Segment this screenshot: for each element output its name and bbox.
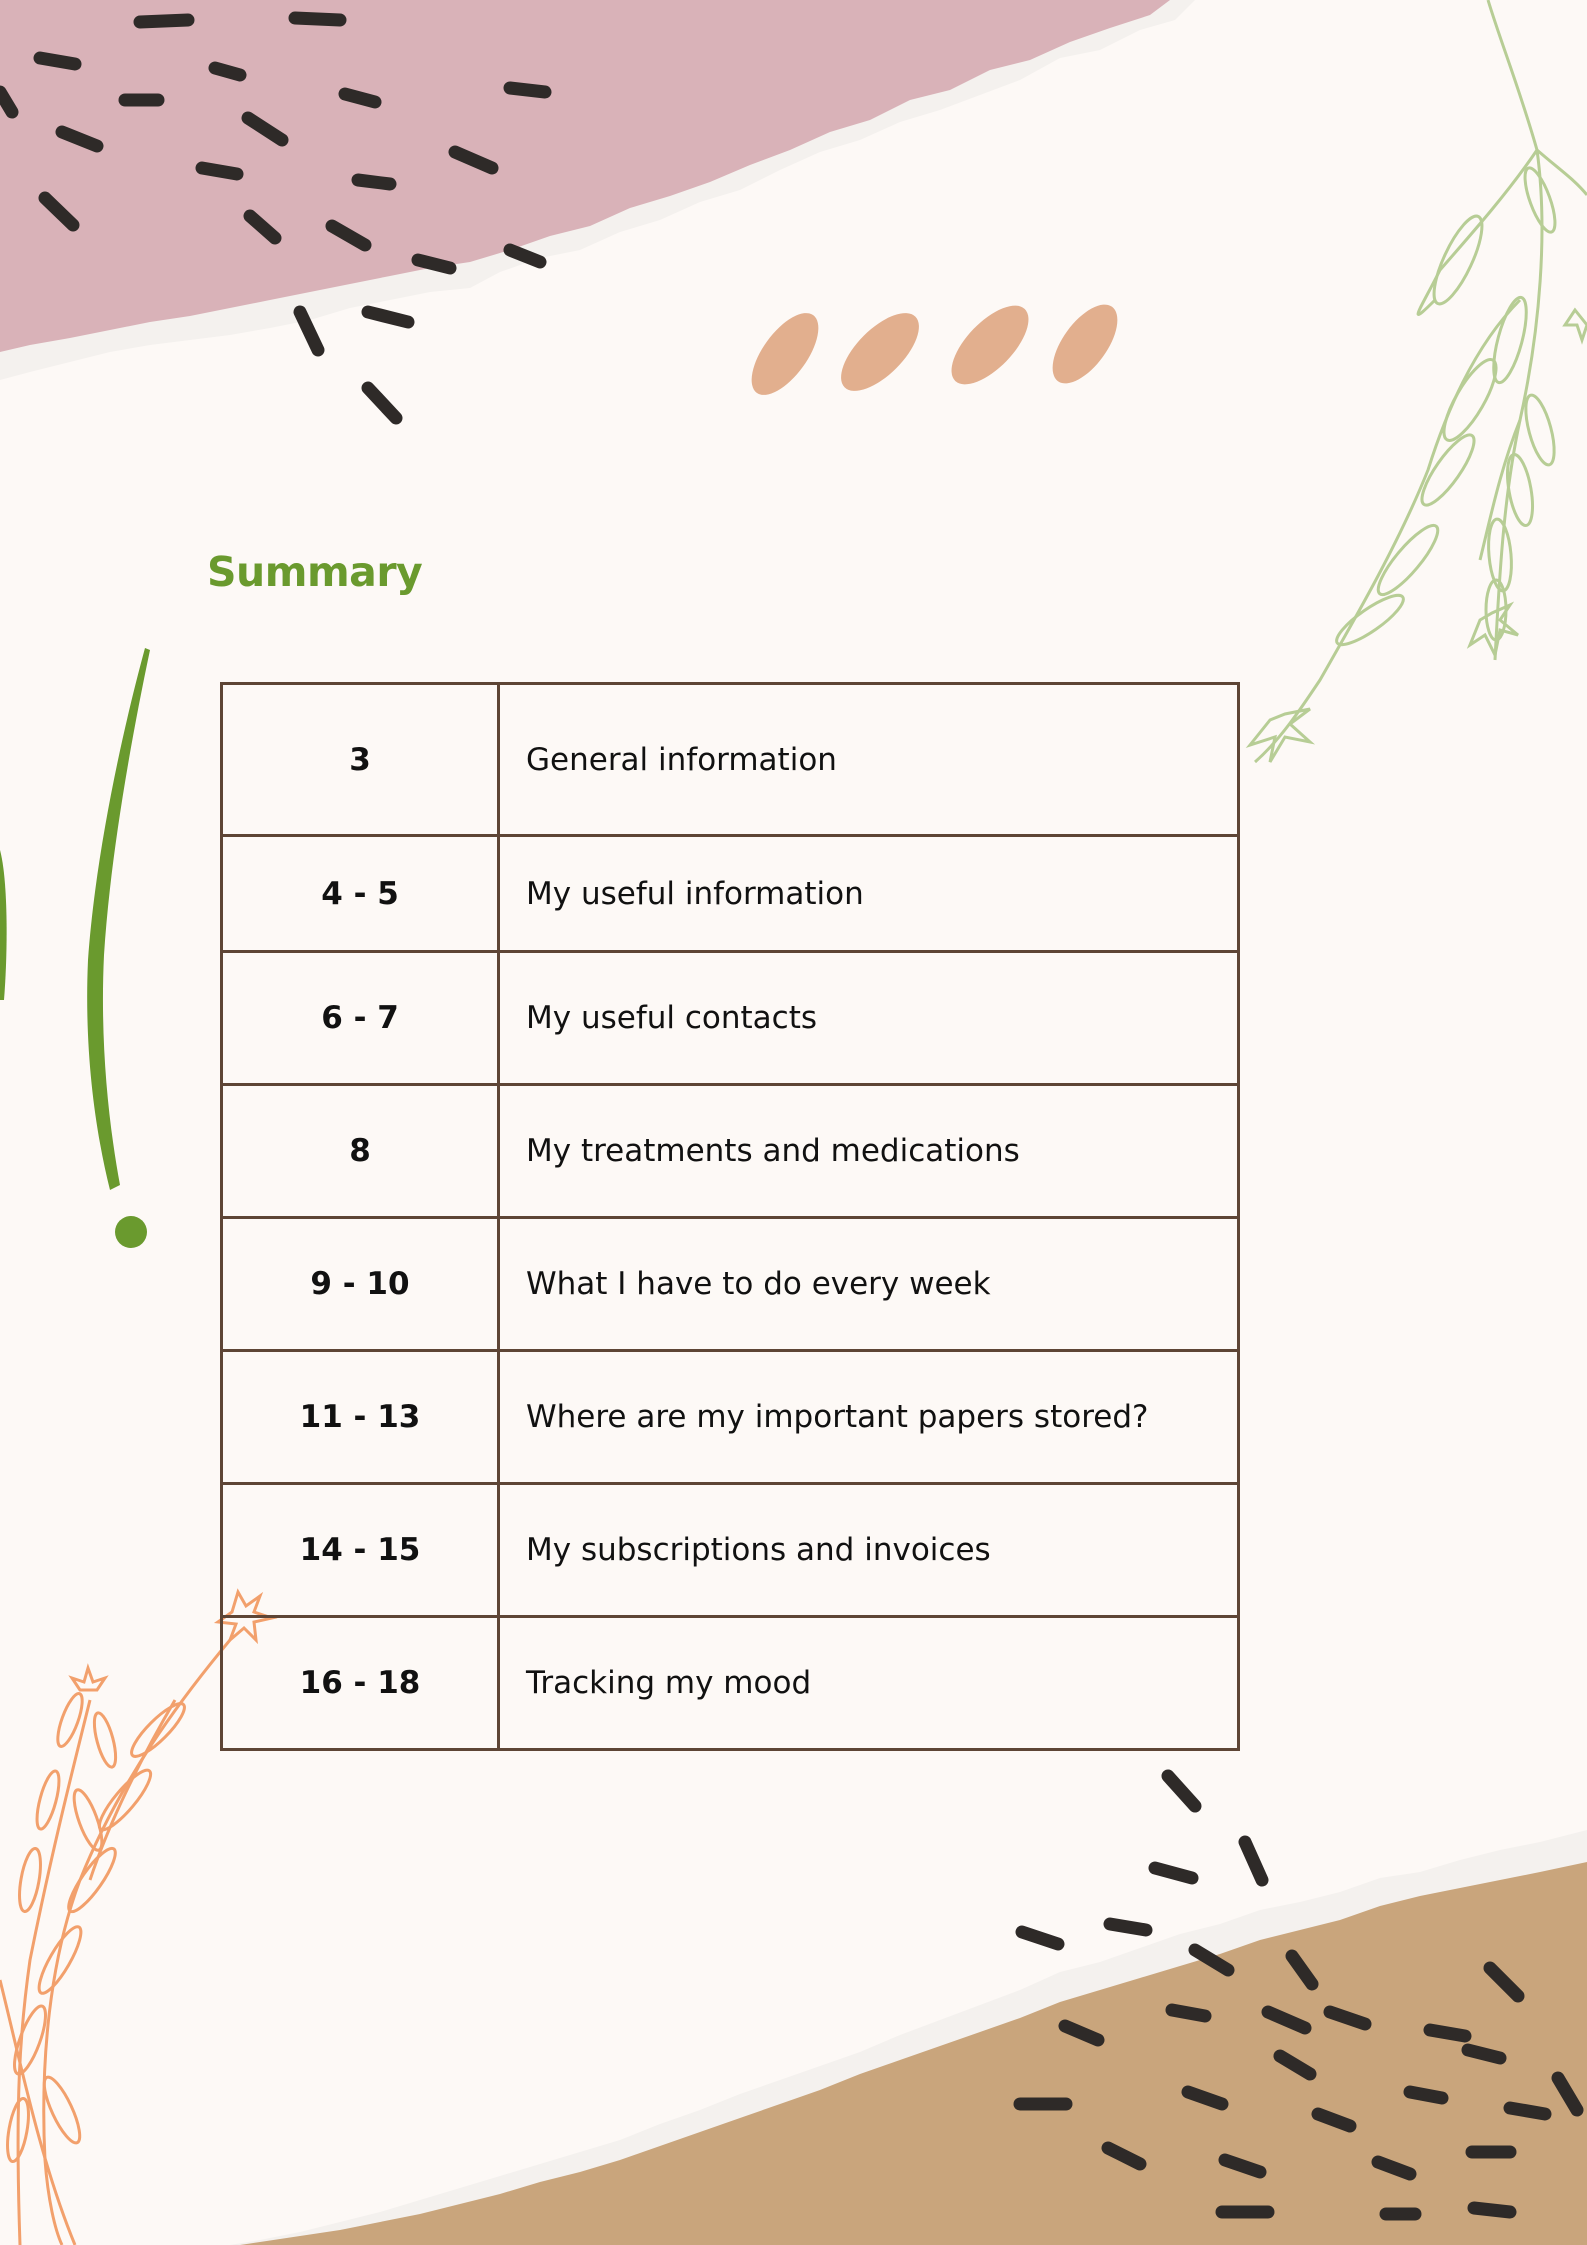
table-row [222, 1617, 1239, 1750]
hanging-olive-branch [1250, 0, 1587, 762]
table-row [222, 1351, 1239, 1484]
table-row [222, 952, 1239, 1085]
page-range: 16 - 18 [222, 1617, 499, 1750]
section-title: My treatments and medications [499, 1085, 1239, 1218]
section-title: My subscriptions and invoices [499, 1484, 1239, 1617]
section-title: General information [499, 684, 1239, 836]
peach-brush-strokes [739, 293, 1130, 406]
page-range: 9 - 10 [222, 1218, 499, 1351]
table-row [222, 1218, 1239, 1351]
table-row [222, 684, 1239, 836]
section-title: My useful information [499, 836, 1239, 952]
page-range: 6 - 7 [222, 952, 499, 1085]
table-row [222, 1085, 1239, 1218]
page-range: 3 [222, 684, 499, 836]
summary-table [220, 682, 1240, 1751]
table-row [222, 1484, 1239, 1617]
section-title: What I have to do every week [499, 1218, 1239, 1351]
green-exclamation-stroke [0, 648, 150, 1248]
summary-title: Summary [207, 548, 423, 596]
section-title: Where are my important papers stored? [499, 1351, 1239, 1484]
torn-kraft-paper [230, 1830, 1587, 2245]
table-row [222, 836, 1239, 952]
page-range: 11 - 13 [222, 1351, 499, 1484]
page-range: 14 - 15 [222, 1484, 499, 1617]
page-range: 8 [222, 1085, 499, 1218]
section-title: Tracking my mood [499, 1617, 1239, 1750]
section-title: My useful contacts [499, 952, 1239, 1085]
page-range: 4 - 5 [222, 836, 499, 952]
